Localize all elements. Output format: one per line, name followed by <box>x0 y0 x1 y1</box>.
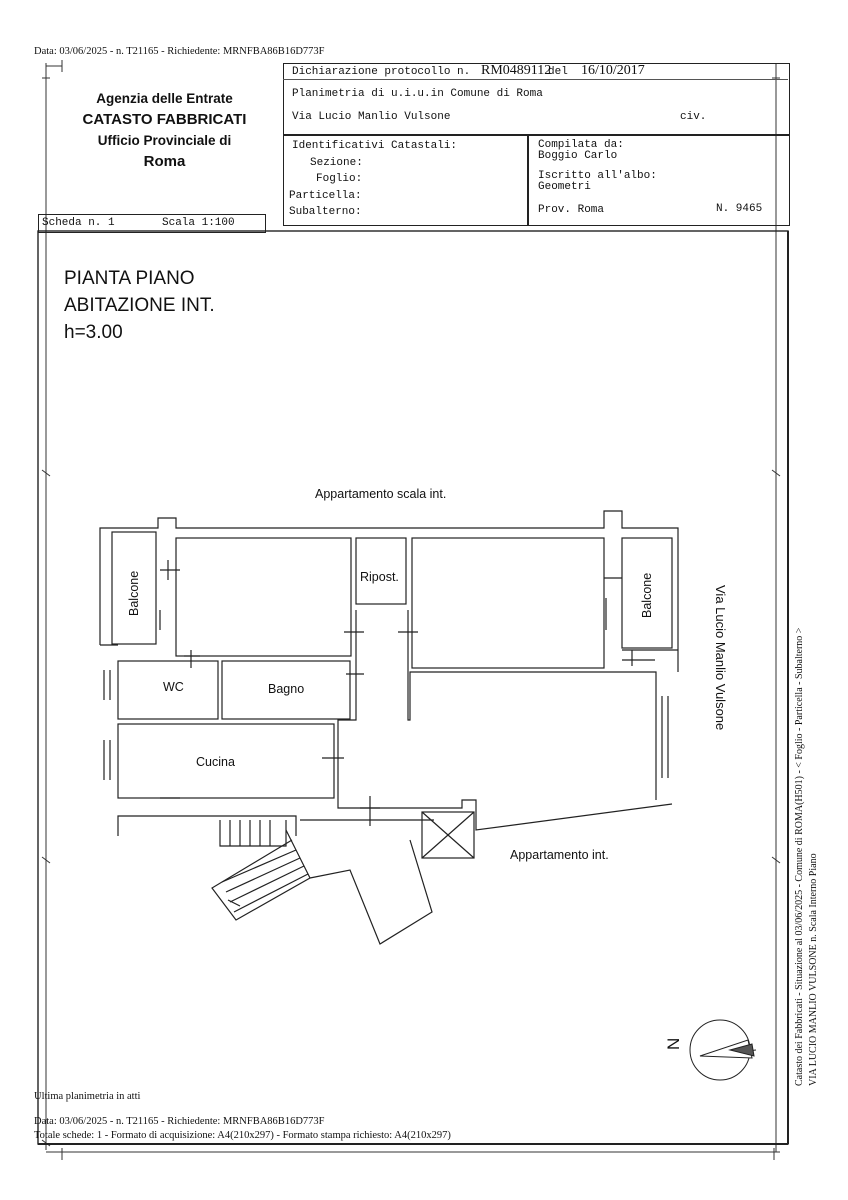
plan-title-abitazione: ABITAZIONE INT. <box>64 295 215 316</box>
sezione-label: Sezione: <box>310 157 363 169</box>
compilata-label: Compilata da: <box>538 139 624 151</box>
plan-title-pianta: PIANTA PIANO <box>64 268 195 289</box>
foglio-label: Foglio: <box>316 173 363 185</box>
identificativi-label: Identificativi Catastali: <box>292 140 458 152</box>
footer-request-line: Data: 03/06/2025 - n. T21165 - Richiedente: MRNFBA86B16D773F <box>34 1116 325 1127</box>
ultima-planimetria: Ultima planimetria in atti <box>34 1091 141 1102</box>
scheda-scala: Scala 1:100 <box>162 217 235 229</box>
label-appartamento-int: Appartamento int. <box>510 848 609 862</box>
plan-title-height: h=3.00 <box>64 322 123 343</box>
dichiarazione-label: Dichiarazione protocollo n. <box>292 66 471 78</box>
del-label: del <box>548 66 568 78</box>
request-line: Data: 03/06/2025 - n. T21165 - Richiedente: MRNFBA86B16D773F <box>34 46 325 57</box>
north-label: N <box>664 1037 683 1050</box>
provincia: Prov. Roma <box>538 204 605 216</box>
subalterno-label: Subalterno: <box>289 206 362 218</box>
room-bagno: Bagno <box>268 682 305 696</box>
address: Via Lucio Manlio Vulsone <box>292 111 451 123</box>
agency-city: Roma <box>143 153 186 170</box>
compilata-name: Boggio Carlo <box>538 150 618 162</box>
footer-totale: Totale schede: 1 - Formato di acquisizione: A4(210x297) - Formato stampa richiesto: A4(210x297) <box>34 1130 451 1141</box>
iscritto-value: Geometri <box>538 181 591 193</box>
street-label: Via Lucio Manlio Vulsone <box>713 585 728 731</box>
room-cucina: Cucina <box>196 755 235 769</box>
iscritto-label: Iscritto all'albo: <box>538 170 657 182</box>
side-catasto-line: Catasto dei Fabbricati - Situazione al 03/06/2025 - Comune di ROMA(H501) - < Foglio - Particella - Subalterno > <box>794 627 805 1086</box>
compass-icon <box>690 1020 756 1080</box>
agency-office: Ufficio Provinciale di <box>97 133 232 148</box>
side-address-line: VIA LUCIO MANLIO VULSONE n. Scala Interno Piano <box>808 853 819 1086</box>
room-wc: WC <box>163 680 184 694</box>
agency-catasto: CATASTO FABBRICATI <box>82 111 247 128</box>
label-appartamento-scala: Appartamento scala int. <box>315 487 447 501</box>
scheda-number: Scheda n. 1 <box>42 217 115 229</box>
planimetria-title: Planimetria di u.i.u.in Comune di Roma <box>292 88 543 100</box>
agency-name: Agenzia delle Entrate <box>96 91 233 106</box>
civ-label: civ. <box>680 111 707 123</box>
numero-albo: N. 9465 <box>716 203 763 215</box>
particella-label: Particella: <box>289 190 362 202</box>
protocollo-date: 16/10/2017 <box>581 63 645 78</box>
room-balcone-right: Balcone <box>640 572 654 618</box>
protocollo-number: RM0489112 <box>481 63 552 78</box>
room-balcone-left: Balcone <box>127 570 141 616</box>
room-ripostiglio: Ripost. <box>360 570 399 584</box>
